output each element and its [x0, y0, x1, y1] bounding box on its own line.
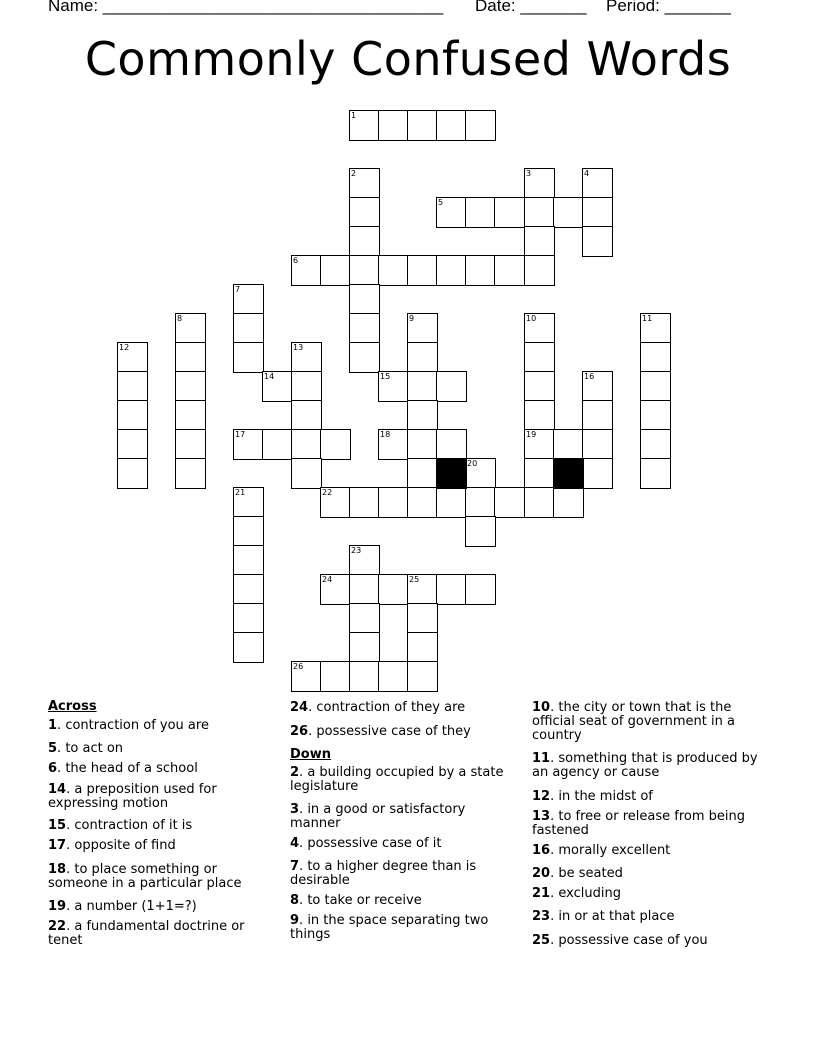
grid-cell[interactable]: [349, 197, 380, 228]
clue-text: possessive case of you: [558, 933, 708, 948]
clue-item: 12. in the midst of: [532, 789, 653, 804]
grid-cell[interactable]: [640, 313, 671, 344]
clue-item: 24. contraction of they are: [290, 700, 466, 715]
clue-item: 1. contraction of you are: [48, 718, 209, 733]
grid-cell[interactable]: [407, 458, 438, 489]
clue-number: 15: [48, 818, 67, 833]
clue-text: a fundamental doctrine or tenet: [48, 919, 245, 948]
grid-cell[interactable]: [291, 458, 322, 489]
clue-number: 1: [48, 718, 58, 733]
grid-cell[interactable]: [582, 197, 613, 228]
grid-cell[interactable]: [233, 603, 264, 634]
grid-cell[interactable]: [349, 487, 380, 518]
grid-cell[interactable]: [436, 197, 467, 228]
grid-cell[interactable]: [175, 400, 206, 431]
clue-item: 5. to act on: [48, 741, 124, 756]
cell-number: 4: [584, 169, 590, 178]
clue-number: 23: [532, 909, 551, 924]
grid-cell[interactable]: [582, 400, 613, 431]
clue-number: 3: [290, 802, 300, 817]
grid-cell[interactable]: [407, 255, 438, 286]
period-field-label: Period: _______: [606, 0, 731, 15]
cell-number: 10: [526, 314, 537, 323]
grid-cell[interactable]: [407, 342, 438, 373]
grid-cell[interactable]: [233, 516, 264, 547]
grid-cell[interactable]: [349, 226, 380, 257]
grid-cell[interactable]: [640, 371, 671, 402]
grid-cell[interactable]: [407, 632, 438, 663]
grid-cell[interactable]: [262, 429, 293, 460]
clue-number: 5: [48, 741, 58, 756]
clue-number: 18: [48, 862, 67, 877]
grid-cell[interactable]: [349, 110, 380, 141]
grid-cell[interactable]: [117, 429, 148, 460]
grid-cell[interactable]: [465, 516, 496, 547]
clue-text: opposite of find: [74, 838, 176, 853]
grid-cell[interactable]: [524, 313, 555, 344]
clue-text: in a good or satisfactory manner: [290, 802, 466, 831]
clue-number: 6: [48, 761, 58, 776]
grid-cell[interactable]: [494, 255, 525, 286]
grid-cell[interactable]: [175, 371, 206, 402]
grid-cell[interactable]: [582, 458, 613, 489]
grid-cell[interactable]: [320, 429, 351, 460]
grid-cell[interactable]: [553, 487, 584, 518]
grid-cell[interactable]: [378, 429, 409, 460]
clue-item: 25. possessive case of you: [532, 933, 708, 948]
grid-cell[interactable]: [378, 574, 409, 605]
grid-cell[interactable]: [407, 574, 438, 605]
clue-text: to take or receive: [307, 893, 422, 908]
grid-cell[interactable]: [524, 342, 555, 373]
clue-number: 25: [532, 933, 551, 948]
clue-text: the head of a school: [65, 761, 198, 776]
clue-text: a preposition used for expressing motion: [48, 782, 217, 811]
grid-cell[interactable]: [582, 226, 613, 257]
clue-item: 2. a building occupied by a state legislature: [290, 765, 504, 794]
clue-number: 8: [290, 893, 300, 908]
cell-number: 12: [119, 343, 130, 352]
clue-item: 23. in or at that place: [532, 909, 675, 924]
grid-cell[interactable]: [233, 632, 264, 663]
grid-cell[interactable]: [233, 342, 264, 373]
grid-cell[interactable]: [436, 429, 467, 460]
clue-item: 26. possessive case of they: [290, 724, 471, 739]
clue-item: 22. a fundamental doctrine or tenet: [48, 919, 245, 948]
grid-cell[interactable]: [291, 400, 322, 431]
clue-number: 10: [532, 700, 551, 715]
grid-cell[interactable]: [175, 342, 206, 373]
clue-item: 16. morally excellent: [532, 843, 671, 858]
cell-number: 18: [380, 430, 391, 439]
grid-cell[interactable]: [320, 255, 351, 286]
clue-number: 16: [532, 843, 551, 858]
clue-number: 22: [48, 919, 67, 934]
clue-number: 2: [290, 765, 300, 780]
clue-text: possessive case of they: [316, 724, 471, 739]
clue-text: possessive case of it: [307, 836, 442, 851]
grid-cell[interactable]: [407, 429, 438, 460]
clue-item: 14. a preposition used for expressing motion: [48, 782, 217, 811]
cell-number: 5: [438, 198, 444, 207]
grid-cell[interactable]: [436, 371, 467, 402]
cell-number: 6: [293, 256, 299, 265]
clue-text: morally excellent: [558, 843, 671, 858]
grid-cell[interactable]: [291, 661, 322, 692]
grid-cell[interactable]: [349, 545, 380, 576]
clue-item: 21. excluding: [532, 886, 621, 901]
grid-cell[interactable]: [407, 487, 438, 518]
clue-item: 18. to place something or someone in a particular place: [48, 862, 242, 891]
cell-number: 17: [235, 430, 246, 439]
grid-cell[interactable]: [233, 574, 264, 605]
cell-number: 11: [642, 314, 653, 323]
date-field-label: Date: _______: [475, 0, 587, 15]
grid-cell[interactable]: [524, 255, 555, 286]
grid-cell[interactable]: [349, 632, 380, 663]
grid-cell[interactable]: [117, 371, 148, 402]
clue-text: to a higher degree than is desirable: [290, 859, 477, 888]
cell-number: 16: [584, 372, 595, 381]
clues-column-1: [48, 699, 273, 948]
cell-number: 13: [293, 343, 304, 352]
clue-item: 20. be seated: [532, 866, 623, 881]
clue-item: 6. the head of a school: [48, 761, 198, 776]
clue-item: 19. a number (1+1=?): [48, 899, 197, 914]
clue-text: excluding: [558, 886, 621, 901]
grid-cell[interactable]: [640, 429, 671, 460]
grid-cell[interactable]: [233, 313, 264, 344]
grid-cell[interactable]: [465, 255, 496, 286]
grid-cell[interactable]: [553, 429, 584, 460]
grid-cell[interactable]: [262, 371, 293, 402]
grid-cell[interactable]: [378, 371, 409, 402]
grid-cell[interactable]: [436, 487, 467, 518]
cell-number: 26: [293, 662, 304, 671]
grid-cell[interactable]: [117, 400, 148, 431]
grid-cell[interactable]: [175, 458, 206, 489]
grid-cell[interactable]: [582, 429, 613, 460]
grid-cell[interactable]: [291, 255, 322, 286]
grid-cell[interactable]: [465, 487, 496, 518]
grid-cell[interactable]: [349, 168, 380, 199]
grid-cell[interactable]: [465, 458, 496, 489]
clue-number: 11: [532, 751, 551, 766]
clue-text: a building occupied by a state legislature: [290, 765, 504, 794]
clue-text: in or at that place: [558, 909, 675, 924]
clue-item: 11. something that is produced by an agency or cause: [532, 751, 758, 780]
grid-cell[interactable]: [494, 197, 525, 228]
grid-cell[interactable]: [233, 545, 264, 576]
cell-number: 3: [526, 169, 532, 178]
cell-number: 15: [380, 372, 391, 381]
grid-cell[interactable]: [494, 487, 525, 518]
grid-cell[interactable]: [465, 574, 496, 605]
grid-cell[interactable]: [524, 400, 555, 431]
grid-cell[interactable]: [349, 574, 380, 605]
grid-cell[interactable]: [407, 371, 438, 402]
grid-cell[interactable]: [524, 458, 555, 489]
clue-item: 17. opposite of find: [48, 838, 176, 853]
cell-number: 21: [235, 488, 246, 497]
grid-cell[interactable]: [175, 429, 206, 460]
grid-cell[interactable]: [233, 284, 264, 315]
grid-cell[interactable]: [582, 371, 613, 402]
cell-number: 2: [351, 169, 357, 178]
clue-number: 12: [532, 789, 551, 804]
grid-cell[interactable]: [378, 255, 409, 286]
clue-number: 20: [532, 866, 551, 881]
grid-cell[interactable]: [407, 661, 438, 692]
grid-cell[interactable]: [291, 371, 322, 402]
clue-text: to act on: [65, 741, 124, 756]
grid-cell[interactable]: [640, 458, 671, 489]
grid-cell[interactable]: [524, 197, 555, 228]
cell-number: 19: [526, 430, 537, 439]
grid-cell[interactable]: [291, 342, 322, 373]
clue-text: to free or release from being fastened: [532, 809, 746, 838]
grid-cell[interactable]: [407, 603, 438, 634]
clue-text: contraction of it is: [74, 818, 193, 833]
grid-cell[interactable]: [175, 313, 206, 344]
black-cell: [436, 458, 467, 489]
clue-item: 3. in a good or satisfactory manner: [290, 802, 466, 831]
grid-cell[interactable]: [117, 458, 148, 489]
clue-number: 4: [290, 836, 300, 851]
grid-cell[interactable]: [320, 661, 351, 692]
clue-text: in the midst of: [558, 789, 653, 804]
clue-text: to place something or someone in a particular place: [48, 862, 242, 891]
black-cell: [553, 458, 584, 489]
clue-item: 9. in the space separating two things: [290, 913, 489, 942]
clue-text: in the space separating two things: [290, 913, 489, 942]
clue-item: 10. the city or town that is the official seat of government in a country: [532, 700, 735, 743]
grid-cell[interactable]: [407, 400, 438, 431]
cell-number: 7: [235, 285, 241, 294]
grid-cell[interactable]: [640, 342, 671, 373]
grid-cell[interactable]: [582, 168, 613, 199]
clue-text: something that is produced by an agency or cause: [532, 751, 758, 780]
cell-number: 8: [177, 314, 183, 323]
clue-number: 14: [48, 782, 67, 797]
cell-number: 25: [409, 575, 420, 584]
grid-cell[interactable]: [407, 110, 438, 141]
grid-cell[interactable]: [524, 371, 555, 402]
clue-text: the city or town that is the official seat of government in a country: [532, 700, 735, 743]
clue-number: 7: [290, 859, 300, 874]
grid-cell[interactable]: [465, 110, 496, 141]
grid-cell[interactable]: [233, 429, 264, 460]
cell-number: 24: [322, 575, 333, 584]
clue-item: 7. to a higher degree than is desirable: [290, 859, 477, 888]
grid-cell[interactable]: [378, 110, 409, 141]
down-heading: Down: [290, 747, 331, 762]
clue-text: contraction of they are: [316, 700, 466, 715]
cell-number: 9: [409, 314, 415, 323]
grid-cell[interactable]: [378, 661, 409, 692]
clue-text: contraction of you are: [65, 718, 209, 733]
grid-cell[interactable]: [378, 487, 409, 518]
grid-cell[interactable]: [524, 226, 555, 257]
clue-text: be seated: [558, 866, 623, 881]
grid-cell[interactable]: [524, 429, 555, 460]
grid-cell[interactable]: [407, 313, 438, 344]
cell-number: 22: [322, 488, 333, 497]
grid-cell[interactable]: [349, 284, 380, 315]
cell-number: 23: [351, 546, 362, 555]
clue-number: 19: [48, 899, 67, 914]
grid-cell[interactable]: [465, 197, 496, 228]
grid-cell[interactable]: [117, 342, 148, 373]
grid-cell[interactable]: [436, 255, 467, 286]
clue-text: a number (1+1=?): [74, 899, 197, 914]
grid-cell[interactable]: [349, 313, 380, 344]
cell-number: 1: [351, 111, 357, 120]
clue-item: 4. possessive case of it: [290, 836, 442, 851]
grid-cell[interactable]: [320, 574, 351, 605]
clue-item: 13. to free or release from being fastened: [532, 809, 746, 838]
cell-number: 14: [264, 372, 275, 381]
grid-cell[interactable]: [524, 487, 555, 518]
grid-cell[interactable]: [349, 255, 380, 286]
clue-number: 26: [290, 724, 309, 739]
across-heading: Across: [48, 699, 97, 714]
grid-cell[interactable]: [349, 603, 380, 634]
grid-cell[interactable]: [233, 487, 264, 518]
grid-cell[interactable]: [436, 110, 467, 141]
grid-cell[interactable]: [640, 400, 671, 431]
clue-number: 9: [290, 913, 300, 928]
clue-number: 13: [532, 809, 551, 824]
grid-cell[interactable]: [553, 197, 584, 228]
clue-number: 24: [290, 700, 309, 715]
clue-number: 17: [48, 838, 67, 853]
clue-item: 8. to take or receive: [290, 893, 422, 908]
grid-cell[interactable]: [349, 342, 380, 373]
grid-cell[interactable]: [524, 168, 555, 199]
cell-number: 20: [467, 459, 478, 468]
grid-cell[interactable]: [320, 487, 351, 518]
name-field-label: Name: ____________________________________: [48, 0, 444, 15]
clue-number: 21: [532, 886, 551, 901]
grid-cell[interactable]: [291, 429, 322, 460]
clue-item: 15. contraction of it is: [48, 818, 193, 833]
page-title: Commonly Confused Words: [84, 32, 732, 86]
grid-cell[interactable]: [436, 574, 467, 605]
grid-cell[interactable]: [349, 661, 380, 692]
